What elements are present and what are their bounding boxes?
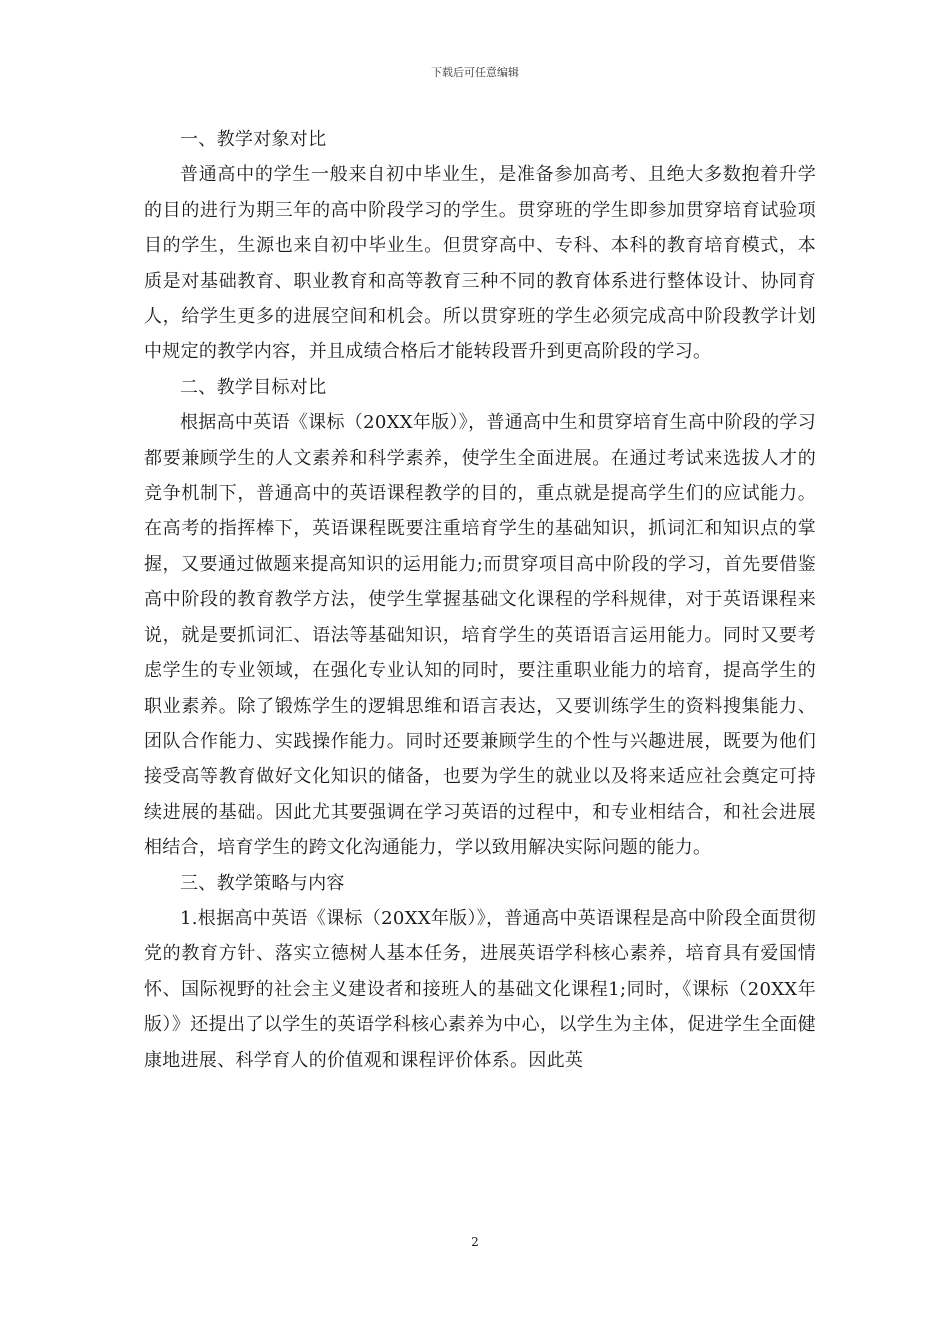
- section-3-paragraph: 1.根据高中英语《课标（20XX年版）》，普通高中英语课程是高中阶段全面贯彻党的教育方针、落实立德树人基本任务，进展英语学科核心素养，培育具有爱国情怀、国际视野的社会主义建设者和接班人的基础文化课程1;同时，《课标（20XX年版）》还提出了以学生的英语学科核心素养为中心，以学生为主体，促进学生全面健康地进展、科学育人的价值观和课程评价体系。因此英: [144, 907, 816, 1071]
- document-body: [144, 122, 816, 1078]
- page-number: 2: [471, 1235, 479, 1249]
- page-header: 下载后可任意编辑: [431, 66, 519, 79]
- section-1-paragraph: 普通高中的学生一般来自初中毕业生，是准备参加高考、且绝大多数抱着升学的目的进行为期三年的高中阶段学习的学生。贯穿班的学生即参加贯穿培育试验项目的学生，生源也来自初中毕业生。但贯穿高中、专科、本科的教育培育模式，本质是对基础教育、职业教育和高等教育三种不同的教育体系进行整体设计、协同育人，给学生更多的进展空间和机会。所以贯穿班的学生必须完成高中阶段教学计划中规定的教学内容，并且成绩合格后才能转段晋升到更高阶段的学习。: [144, 164, 816, 363]
- section-heading-1: 一、教学对象对比: [180, 129, 327, 150]
- section-2-paragraph: 根据高中英语《课标（20XX年版）》，普通高中生和贯穿培育生高中阶段的学习都要兼顾学生的人文素养和科学素养，使学生全面进展。在通过考试来选拔人才的竞争机制下，普通高中的英语课程教学的目的，重点就是提高学生们的应试能力。在高考的指挥棒下，英语课程既要注重培育学生的基础知识，抓词汇和知识点的掌握，又要通过做题来提高知识的运用能力;而贯穿项目高中阶段的学习，首先要借鉴高中阶段的教育教学方法，使学生掌握基础文化课程的学科规律，对于英语课程来说，就是要抓词汇、语法等基础知识，培育学生的英语语言运用能力。同时又要考虑学生的专业领域，在强化专业认知的同时，要注重职业能力的培育，提高学生的职业素养。除了锻炼学生的逻辑思维和语言表达，又要训练学生的资料搜集能力、团队合作能力、实践操作能力。同时还要兼顾学生的个性与兴趣进展，既要为他们接受高等教育做好文化知识的储备，也要为学生的就业以及将来适应社会奠定可持续进展的基础。因此尤其要强调在学习英语的过程中，和专业相结合，和社会进展相结合，培育学生的跨文化沟通能力，学以致用解决实际问题的能力。: [144, 412, 816, 859]
- section-heading-3: 三、教学策略与内容: [180, 872, 345, 894]
- section-heading-2: 二、教学目标对比: [180, 376, 327, 398]
